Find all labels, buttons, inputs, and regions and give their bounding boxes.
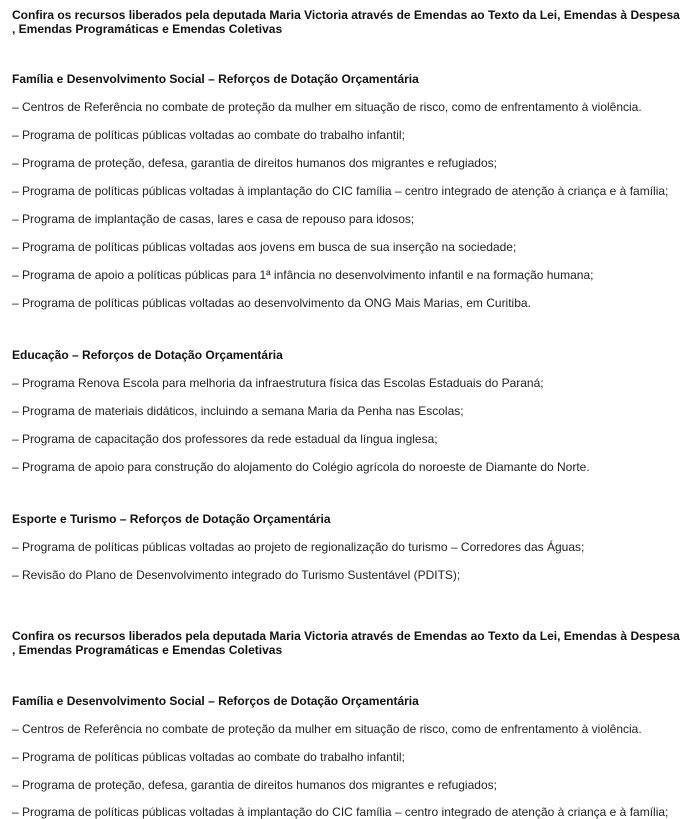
list-item: – Programa de apoio a políticas públicas para 1ª infância no desenvolvimento infantil e na formação humana; <box>12 268 594 282</box>
intro-line-1-repeat: Confira os recursos liberados pela deputada Maria Victoria através de Emendas ao Texto da Lei, Emendas à Despesa <box>12 629 680 643</box>
list-item: – Programa de apoio para construção do alojamento do Colégio agrícola do noroeste de Diamante do Norte. <box>12 460 590 474</box>
list-item: – Programa de proteção, defesa, garantia de direitos humanos dos migrantes e refugiados; <box>12 778 497 792</box>
list-item: – Programa de políticas públicas voltadas ao projeto de regionalização do turismo – Corredores das Águas; <box>12 540 585 554</box>
list-item: – Programa de capacitação dos professores da rede estadual da língua inglesa; <box>12 432 438 446</box>
list-item: – Programa de políticas públicas voltadas ao desenvolvimento da ONG Mais Marias, em Curitiba. <box>12 296 531 310</box>
list-item: – Programa de materiais didáticos, incluindo a semana Maria da Penha nas Escolas; <box>12 404 464 418</box>
section-title-esporte: Esporte e Turismo – Reforços de Dotação Orçamentária <box>12 512 331 526</box>
section-title-familia-repeat: Família e Desenvolvimento Social – Reforços de Dotação Orçamentária <box>12 694 419 708</box>
list-item: – Programa de políticas públicas voltadas à implantação do CIC família – centro integrado de atenção à criança e à família; <box>12 184 669 198</box>
intro-line-1: Confira os recursos liberados pela deputada Maria Victoria através de Emendas ao Texto da Lei, Emendas à Despesa <box>12 8 680 22</box>
list-item: – Programa Renova Escola para melhoria da infraestrutura física das Escolas Estaduais do Paraná; <box>12 376 544 390</box>
intro-line-2-repeat: , Emendas Programáticas e Emendas Coletivas <box>12 643 283 657</box>
list-item: – Centros de Referência no combate de proteção da mulher em situação de risco, como de enfrentamento à violência. <box>12 722 642 736</box>
list-item: – Programa de proteção, defesa, garantia de direitos humanos dos migrantes e refugiados; <box>12 156 497 170</box>
section-title-educacao: Educação – Reforços de Dotação Orçamentária <box>12 348 283 362</box>
list-item: – Programa de políticas públicas voltadas à implantação do CIC família – centro integrado de atenção à criança e à família; <box>12 805 669 819</box>
list-item: – Programa de políticas públicas voltadas ao combate do trabalho infantil; <box>12 750 405 764</box>
list-item: – Programa de implantação de casas, lares e casa de repouso para idosos; <box>12 212 415 226</box>
intro-line-2: , Emendas Programáticas e Emendas Coletivas <box>12 22 283 36</box>
list-item: – Programa de políticas públicas voltadas ao combate do trabalho infantil; <box>12 128 405 142</box>
section-title-familia: Família e Desenvolvimento Social – Reforços de Dotação Orçamentária <box>12 72 419 86</box>
list-item: – Programa de políticas públicas voltadas aos jovens em busca de sua inserção na sociedade; <box>12 240 517 254</box>
list-item: – Centros de Referência no combate de proteção da mulher em situação de risco, como de enfrentamento à violência. <box>12 100 642 114</box>
list-item: – Revisão do Plano de Desenvolvimento integrado do Turismo Sustentável (PDITS); <box>12 568 461 582</box>
